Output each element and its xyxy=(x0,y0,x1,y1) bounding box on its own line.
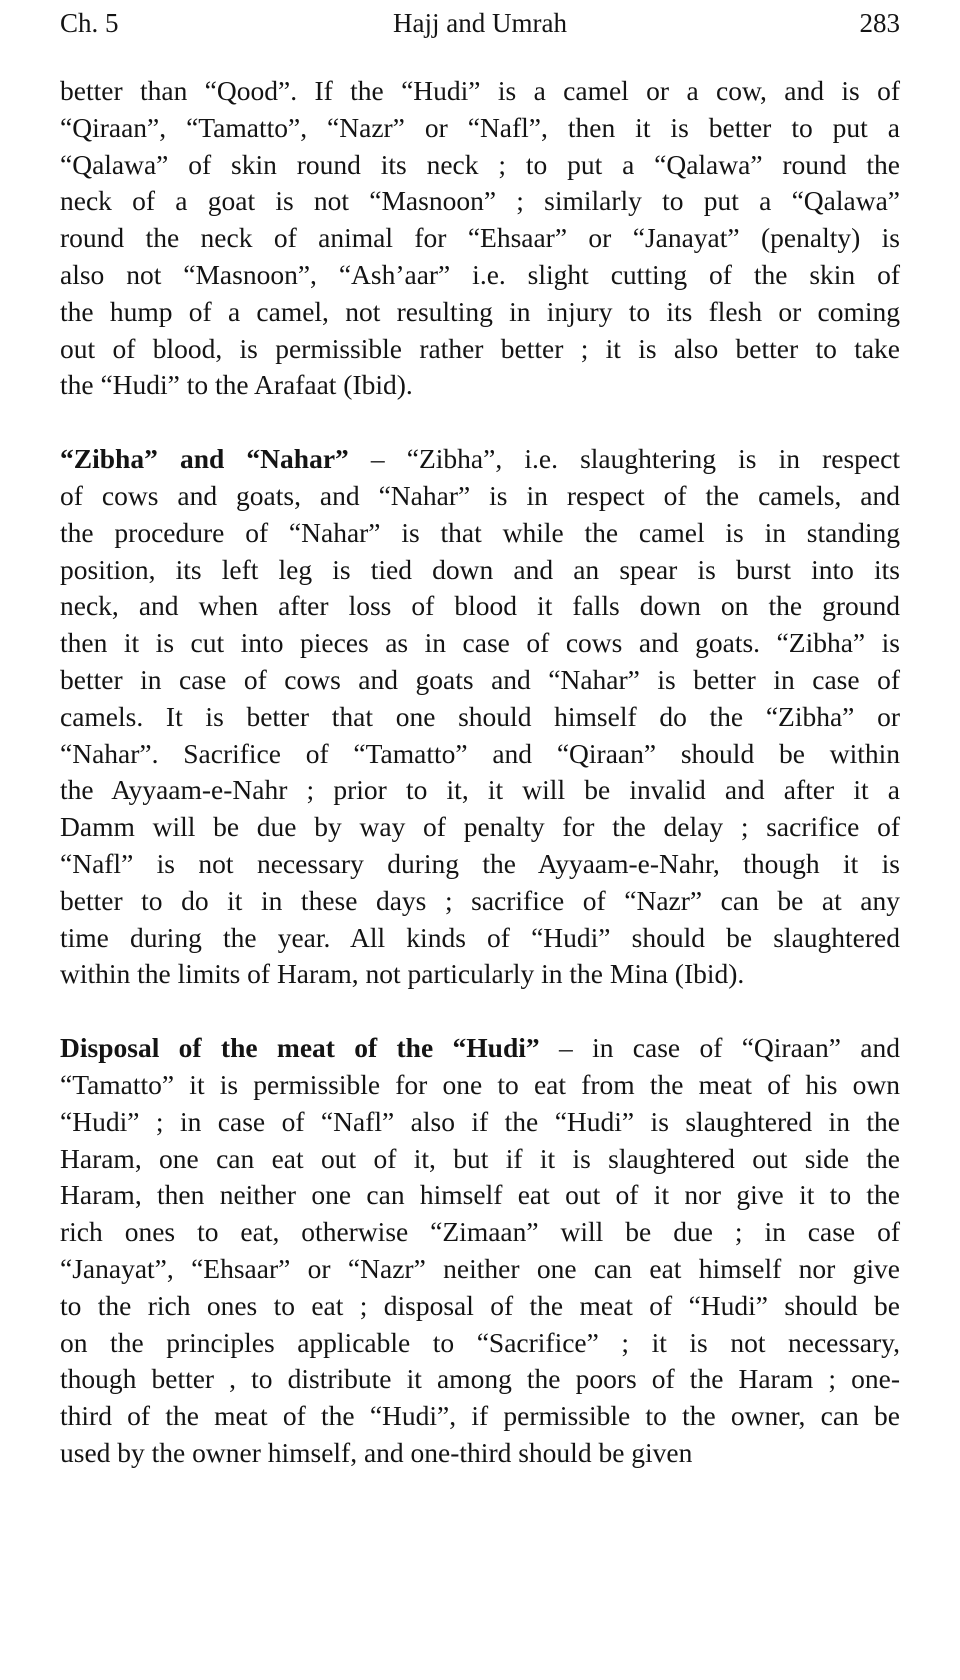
text-line: the hump of a camel, not resulting in injury to its flesh or coming xyxy=(60,295,900,327)
text-line: “Nahar”. Sacrifice of “Tamatto” and “Qiraan” should be within xyxy=(60,737,900,769)
text-line: “Nafl” is not necessary during the Ayyaam-e-Nahr, though it is xyxy=(60,847,900,879)
text-line-continuation: – in case of “Qiraan” and xyxy=(539,1032,900,1064)
running-head xyxy=(60,6,900,40)
text-line: “Qalawa” of skin round its neck ; to put a “Qalawa” round the xyxy=(60,148,900,180)
text-line: “Qiraan”, “Tamatto”, “Nazr” or “Nafl”, then it is better to put a xyxy=(60,111,900,143)
paragraph-zibha-nahar xyxy=(60,441,900,993)
text-line: position, its left leg is tied down and an spear is burst into its xyxy=(60,553,900,585)
text-line: “Janayat”, “Ehsaar” or “Nazr” neither one can eat himself nor give xyxy=(60,1252,900,1284)
text-line: better to do it in these days ; sacrifice of “Nazr” can be at any xyxy=(60,884,900,916)
section-heading: “Zibha” and “Nahar” xyxy=(60,443,349,475)
text-line: rich ones to eat, otherwise “Zimaan” will be due ; in case of xyxy=(60,1216,900,1248)
text-line: then it is cut into pieces as in case of cows and goats. “Zibha” is xyxy=(60,627,900,659)
text-line: round the neck of animal for “Ehsaar” or “Janayat” (penalty) is xyxy=(60,222,900,254)
text-line: also not “Masnoon”, “Ash’aar” i.e. slight cutting of the skin of xyxy=(60,258,900,290)
book-page xyxy=(60,0,900,1680)
paragraph-disposal-of-meat xyxy=(60,1030,900,1472)
text-line: Haram, one can eat out of it, but if it is slaughtered out side the xyxy=(60,1142,900,1174)
body-text xyxy=(60,73,900,1509)
paragraph-hudi-qalawa xyxy=(60,73,900,404)
text-line xyxy=(60,1030,900,1067)
text-line: though better , to distribute it among the poors of the Haram ; one- xyxy=(60,1363,900,1395)
text-line: time during the year. All kinds of “Hudi” should be slaughtered xyxy=(60,921,900,953)
text-line: on the principles applicable to “Sacrifice” ; it is not necessary, xyxy=(60,1326,900,1358)
text-line: third of the meat of the “Hudi”, if permissible to the owner, can be xyxy=(60,1400,900,1432)
text-line: neck, and when after loss of blood it falls down on the ground xyxy=(60,590,900,622)
text-line: Damm will be due by way of penalty for the delay ; sacrifice of xyxy=(60,811,900,843)
text-line: the Ayyaam-e-Nahr ; prior to it, it will be invalid and after it a xyxy=(60,774,900,806)
text-line: Haram, then neither one can himself eat out of it nor give it to the xyxy=(60,1179,900,1211)
text-line: out of blood, is permissible rather better ; it is also better to take xyxy=(60,332,900,364)
section-heading: Disposal of the meat of the “Hudi” xyxy=(60,1032,540,1064)
text-line: “Tamatto” it is permissible for one to eat from the meat of his own xyxy=(60,1068,900,1100)
text-line: better in case of cows and goats and “Nahar” is better in case of xyxy=(60,663,900,695)
book-title: Hajj and Umrah xyxy=(393,8,567,38)
text-line: of cows and goats, and “Nahar” is in respect of the camels, and xyxy=(60,479,900,511)
text-line: the “Hudi” to the Arafaat (Ibid). xyxy=(60,369,413,401)
text-line xyxy=(60,441,900,478)
text-line: the procedure of “Nahar” is that while the camel is in standing xyxy=(60,516,900,548)
page-number: 283 xyxy=(859,8,900,38)
text-line: “Hudi” ; in case of “Nafl” also if the “Hudi” is slaughtered in the xyxy=(60,1105,900,1137)
text-line: camels. It is better that one should himself do the “Zibha” or xyxy=(60,700,900,732)
text-line: within the limits of Haram, not particularly in the Mina (Ibid). xyxy=(60,958,745,990)
text-line: used by the owner himself, and one-third should be given xyxy=(60,1436,693,1468)
text-line-continuation: – “Zibha”, i.e. slaughtering is in respect xyxy=(348,443,900,475)
text-line: neck of a goat is not “Masnoon” ; similarly to put a “Qalawa” xyxy=(60,185,900,217)
text-line: better than “Qood”. If the “Hudi” is a camel or a cow, and is of xyxy=(60,75,900,106)
text-line: to the rich ones to eat ; disposal of the meat of “Hudi” should be xyxy=(60,1289,900,1321)
chapter-label: Ch. 5 xyxy=(60,8,119,38)
